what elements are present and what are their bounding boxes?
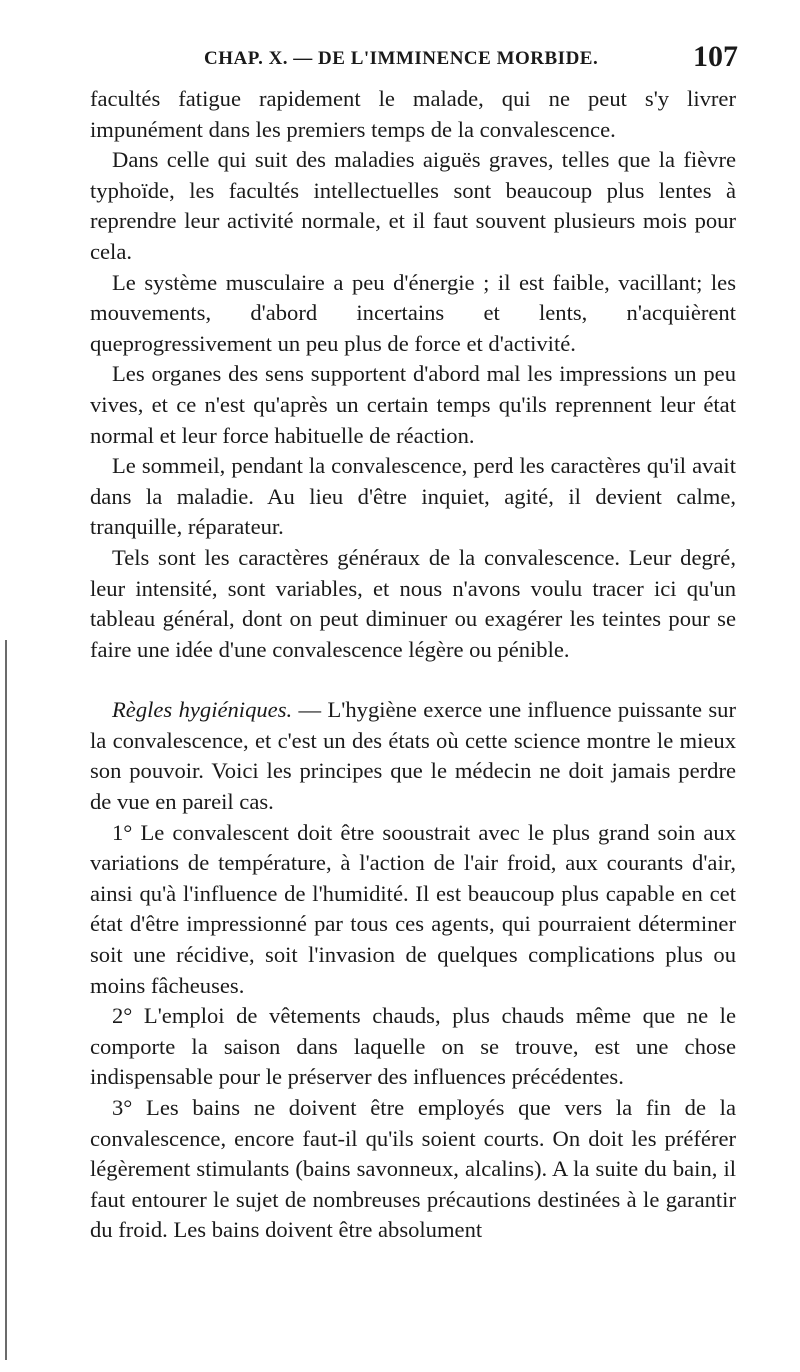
rule-item: 1° Le convalescent doit être sooustrait avec le plus grand soin aux variations de température, à l'action de l'air froid, aux courants d'air, ainsi qu'à l'influence de l'humidité. Il est beaucoup plus capable en cet état d'être impressionné par tous ces agents, qui pourraient déterminer soit une récidive, soit l'invasion de quelques complications plus ou moins fâcheuses. <box>90 819 736 998</box>
rule-item: 2° L'emploi de vêtements chauds, plus chauds même que ne le comporte la saison dans laquelle on se trouve, est une chose indispensable pour le préserver des influences précédentes. <box>90 1003 736 1090</box>
section-title: Règles hygiéniques. <box>112 697 293 723</box>
paragraph: Tels sont les caractères généraux de la convalescence. Leur degré, leur intensité, sont variables, et nous n'avons voulu tracer ici qu'un tableau général, dont on peut diminuer ou exagérer les teintes pour se faire une idée d'une convalescence légère ou pénible. <box>90 544 736 662</box>
paragraph: Le sommeil, pendant la convalescence, perd les caractères qu'il avait dans la maladie. Au lieu d'être inquiet, agité, il devient calme, tranquille, réparateur. <box>90 453 736 540</box>
body-text <box>90 84 736 1246</box>
section-text: — L'hygiène exerce une influence puissante sur la convalescence, et c'est un des états où cette science montre le mieux son pouvoir. Voici les principes que le médecin ne doit jamais perdre de vue en pareil cas. <box>90 697 736 815</box>
paragraph: Les organes des sens supportent d'abord mal les impressions un peu vives, et ce n'est qu'après un certain temps qu'ils reprennent leur état normal et leur force habituelle de réaction. <box>90 361 736 448</box>
page-edge-shadow <box>5 640 7 1360</box>
page-number: 107 <box>693 40 738 73</box>
running-title: CHAP. X. — DE L'IMMINENCE MORBIDE. <box>204 48 599 69</box>
section-paragraph <box>90 695 736 817</box>
running-header <box>90 40 738 84</box>
paragraph: facultés fatigue rapidement le malade, qui ne peut s'y livrer impunément dans les premiers temps de la convalescence. <box>90 86 736 142</box>
paragraph: Le système musculaire a peu d'énergie ; il est faible, vacillant; les mouvements, d'abord incertains et lents, n'acquièrent queprogressivement un peu plus de force et d'activité. <box>90 269 736 356</box>
rule-item: 3° Les bains ne doivent être employés que vers la fin de la convalescence, encore faut-il qu'ils soient courts. On doit les préférer légèrement stimulants (bains savonneux, alcalins). A la suite du bain, il faut entourer le sujet de nombreuses précautions destinées à le garantir du froid. Les bains doivent être absolument <box>90 1095 736 1243</box>
paragraph: Dans celle qui suit des maladies aiguës graves, telles que la fièvre typhoïde, les facultés intellectuelles sont beaucoup plus lentes à reprendre leur activité normale, et il faut souvent plusieurs mois pour cela. <box>90 147 736 264</box>
